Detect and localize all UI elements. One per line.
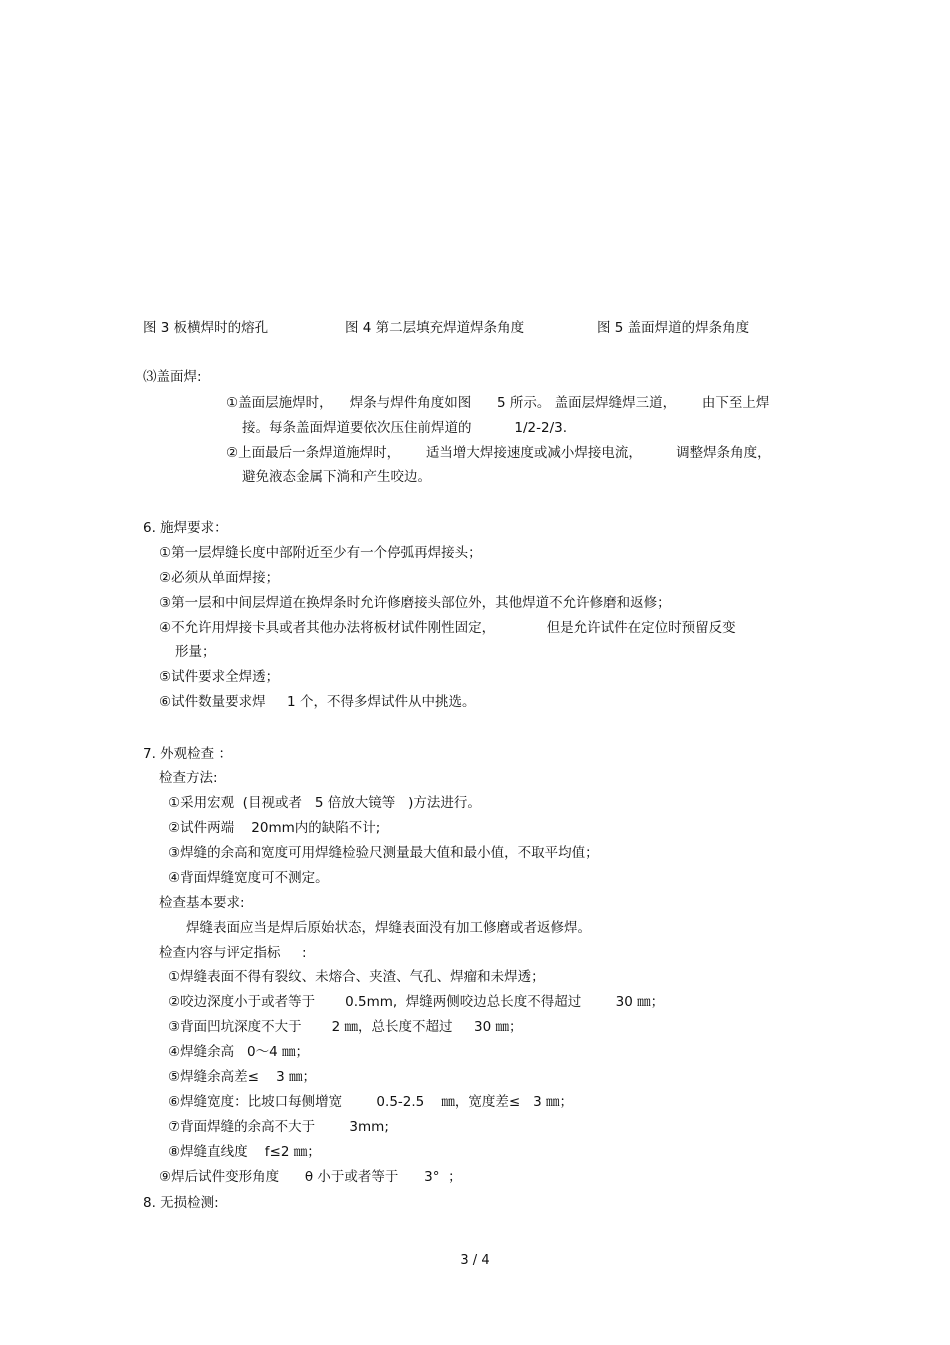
requirement-item: ⑥试件数量要求焊 1 个，不得多焊试件从中挑选。 [159,694,476,710]
inspection-method-label: 检查方法: [159,770,218,786]
inspection-content-item: ⑤焊缝余高差≤ 3 ㎜； [168,1069,316,1085]
inspection-content-item: ①焊缝表面不得有裂纹、未熔合、夹渣、气孔、焊瘤和未焊透； [168,969,545,985]
inspection-content-item: ②咬边深度小于或者等于 0.5mm, 焊缝两侧咬边总长度不得超过 30 ㎜； [168,994,665,1010]
section-inspection-heading: 7. 外观检查 ： [143,746,232,762]
inspection-content-item: ⑦背面焊缝的余高不大于 3mm; [168,1119,389,1135]
requirement-item: ③第一层和中间层焊道在换焊条时允许修磨接头部位外，其他焊道不允许修磨和返修； [159,595,671,611]
inspection-method-item: ④背面焊缝宽度可不测定。 [168,870,329,886]
inspection-method-item: ③焊缝的余高和宽度可用焊缝检验尺测量最大值和最小值，不取平均值； [168,845,599,861]
basic-requirement-label: 检查基本要求: [159,895,245,911]
inspection-content-item: ④焊缝余高 0～4 ㎜； [168,1044,309,1060]
inspection-content-item: ⑨焊后试件变形角度 θ 小于或者等于 3° ； [159,1169,462,1185]
inspection-content-item: ⑧焊缝直线度 f≤2 ㎜； [168,1144,321,1160]
page-number: 3 / 4 [460,1253,490,1268]
cover-weld-line: ②上面最后一条焊道施焊时， 适当增大焊接速度或减小焊接电流， 调整焊条角度， [226,445,771,461]
requirement-item: ④不允许用焊接卡具或者其他办法将板材试件刚性固定， 但是允许试件在定位时预留反变 [159,620,736,636]
requirement-item: 形量； [175,644,216,660]
cover-weld-line: 接。每条盖面焊道要依次压住前焊道的 1/2-2/3. [242,420,568,436]
figure-4-caption: 图 4 第二层填充焊道焊条角度 [345,320,525,336]
section-ndt-heading: 8. 无损检测: [143,1195,219,1211]
figure-5-caption: 图 5 盖面焊道的焊条角度 [597,320,750,336]
basic-requirement-text: 焊缝表面应当是焊后原始状态，焊缝表面没有加工修磨或者返修焊。 [186,920,591,936]
section-cover-weld-heading: ⑶盖面焊: [143,369,202,385]
section-requirements-heading: 6. 施焊要求： [143,520,228,536]
cover-weld-line: 避免液态金属下淌和产生咬边。 [242,469,431,485]
inspection-method-item: ①采用宏观 (目视或者 5 倍放大镜等 )方法进行。 [168,795,481,811]
inspection-content-label: 检查内容与评定指标 : [159,945,307,961]
cover-weld-line: ①盖面层施焊时， 焊条与焊件角度如图 5 所示。 盖面层焊缝焊三道， 由下至上焊 [226,395,770,411]
requirement-item: ②必须从单面焊接； [159,570,280,586]
figure-3-caption: 图 3 板横焊时的熔孔 [143,320,269,336]
requirement-item: ⑤试件要求全焊透； [159,669,280,685]
inspection-content-item: ③背面凹坑深度不大于 2 ㎜，总长度不超过 30 ㎜； [168,1019,523,1035]
inspection-method-item: ②试件两端 20mm内的缺陷不计; [168,820,381,836]
inspection-content-item: ⑥焊缝宽度：比坡口每侧增宽 0.5-2.5 ㎜，宽度差≤ 3 ㎜； [168,1094,573,1110]
requirement-item: ①第一层焊缝长度中部附近至少有一个停弧再焊接头； [159,545,482,561]
